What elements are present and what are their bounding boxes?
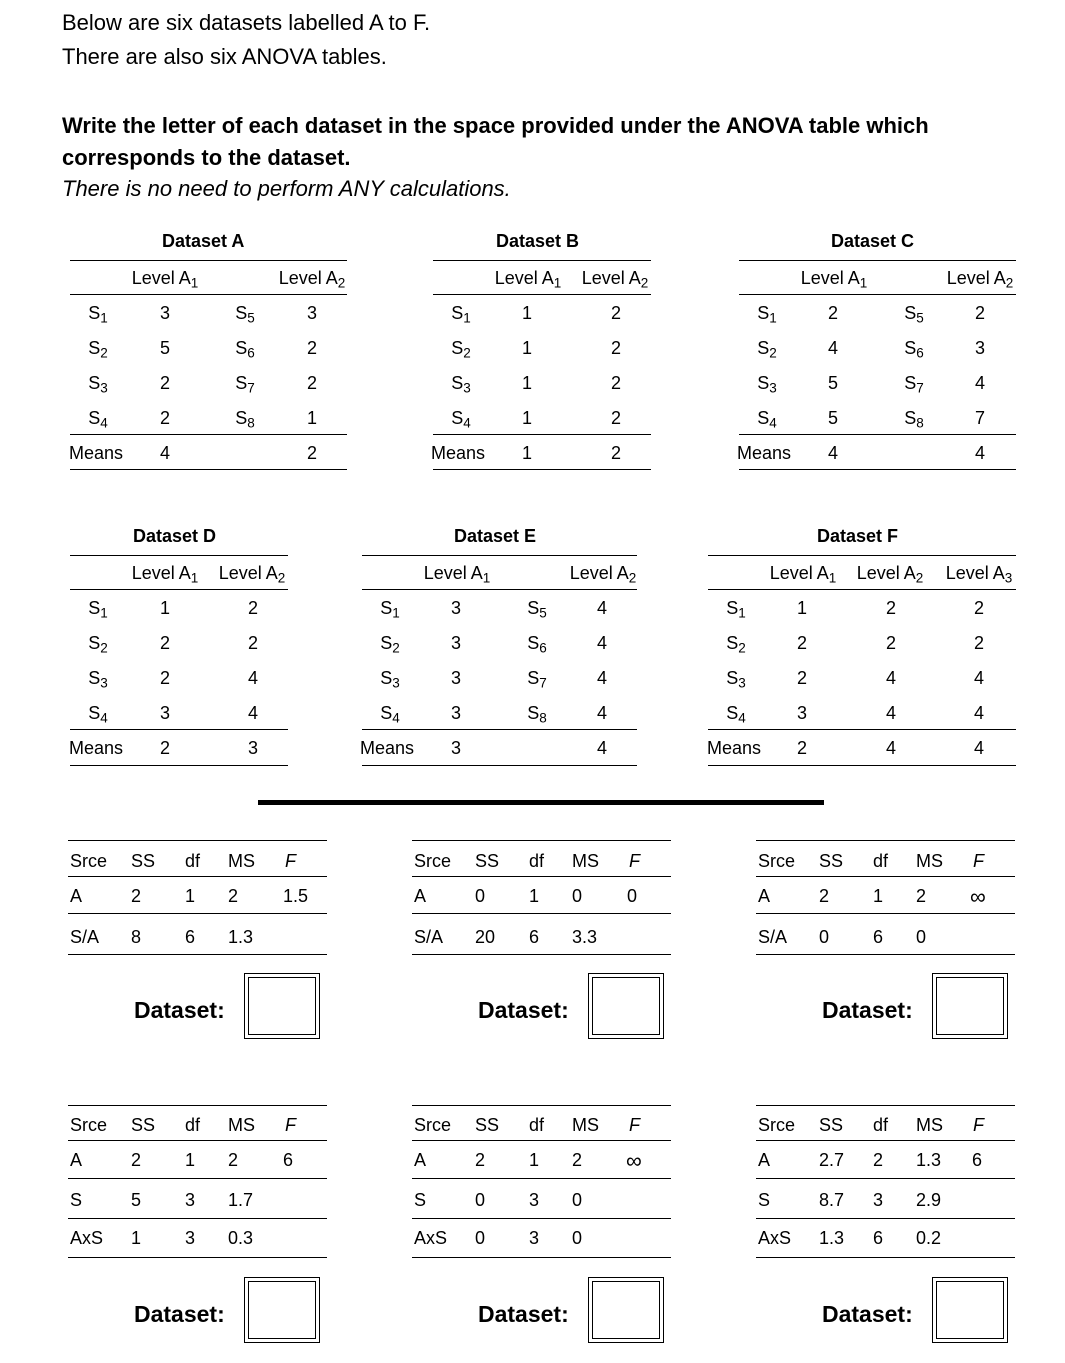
header-ss: SS <box>475 1115 500 1135</box>
header-f: F <box>285 1115 296 1135</box>
rule <box>756 1178 1015 1179</box>
cell-value: 2 <box>610 408 622 428</box>
subject-label: $S_1$ <box>451 303 471 326</box>
column-header: Level $A_2$ <box>581 268 649 291</box>
note-text: There is no need to perform ANY calculations. <box>62 176 511 201</box>
f-cell: 1.5 <box>283 886 309 906</box>
ss-cell: 20 <box>475 927 496 947</box>
column-header: Level $A_1$ <box>800 268 868 291</box>
rule <box>362 729 637 730</box>
rule <box>412 1105 671 1106</box>
ms-cell: 2 <box>228 886 239 906</box>
cell-value: 2 <box>306 373 318 393</box>
cell-value: 2 <box>885 633 897 653</box>
mean-value: 4 <box>973 738 985 758</box>
header-f: F <box>973 851 984 871</box>
f-cell: 6 <box>972 1150 983 1170</box>
header-srce: Srce <box>414 851 452 871</box>
df-cell: 1 <box>873 886 884 906</box>
header-srce: Srce <box>758 1115 796 1135</box>
mean-value: 4 <box>974 443 986 463</box>
ms-cell: 3.3 <box>572 927 598 947</box>
header-srce: Srce <box>70 851 108 871</box>
header-ss: SS <box>131 1115 156 1135</box>
rule <box>68 1218 327 1219</box>
dataset-answer-box[interactable] <box>588 1277 664 1343</box>
cell-value: 1 <box>521 303 533 323</box>
dataset-answer-label: Dataset: <box>134 1301 225 1327</box>
df-cell: 6 <box>873 927 884 947</box>
f-cell: ∞ <box>970 884 986 909</box>
rule <box>70 589 288 590</box>
rule <box>68 840 327 841</box>
cell-value: 4 <box>596 668 608 688</box>
header-f: F <box>629 851 640 871</box>
mean-value: 2 <box>610 443 622 463</box>
df-cell: 3 <box>185 1190 196 1210</box>
source-cell: A <box>758 886 771 906</box>
df-cell: 6 <box>529 927 540 947</box>
cell-value: 3 <box>974 338 986 358</box>
ms-cell: 0 <box>916 927 927 947</box>
rule <box>433 260 651 261</box>
mean-value: 3 <box>247 738 259 758</box>
rule <box>739 294 1016 295</box>
cell-value: 1 <box>521 408 533 428</box>
rule <box>412 1140 671 1141</box>
subject-label: $S_1$ <box>88 303 108 326</box>
cell-value: 1 <box>521 338 533 358</box>
column-header: Level $A_1$ <box>131 268 199 291</box>
ss-cell: 0 <box>475 1190 486 1210</box>
header-f: F <box>973 1115 984 1135</box>
ms-cell: 1.7 <box>228 1190 254 1210</box>
cell-value: 5 <box>159 338 171 358</box>
header-df: df <box>873 1115 889 1135</box>
subject-label: $S_6$ <box>904 338 924 361</box>
dataset-answer-box[interactable] <box>588 973 664 1039</box>
df-cell: 6 <box>873 1228 884 1248</box>
cell-value: 3 <box>450 703 462 723</box>
mean-value: 4 <box>159 443 171 463</box>
rule <box>68 876 327 877</box>
ms-cell: 1.3 <box>916 1150 942 1170</box>
f-cell: 6 <box>283 1150 294 1170</box>
source-cell: A <box>70 886 83 906</box>
subject-label: $S_2$ <box>726 633 746 656</box>
cell-value: 3 <box>159 703 171 723</box>
subject-label: $S_4$ <box>88 408 108 431</box>
dataset-title: Dataset A <box>162 231 245 251</box>
ms-cell: 2.9 <box>916 1190 942 1210</box>
ms-cell: 2 <box>572 1150 583 1170</box>
dataset-answer-label: Dataset: <box>478 997 569 1023</box>
header-df: df <box>185 1115 201 1135</box>
column-header: Level $A_1$ <box>131 563 199 586</box>
subject-label: $S_2$ <box>451 338 471 361</box>
mean-value: 4 <box>827 443 839 463</box>
rule <box>708 589 1016 590</box>
rule <box>756 1105 1015 1106</box>
rule <box>68 1140 327 1141</box>
rule <box>362 765 637 766</box>
ss-cell: 0 <box>475 1228 486 1248</box>
cell-value: 4 <box>885 668 897 688</box>
rule <box>68 913 327 914</box>
mean-value: 2 <box>306 443 318 463</box>
ss-cell: 2 <box>131 1150 142 1170</box>
subject-label: $S_7$ <box>904 373 924 396</box>
header-ms: MS <box>916 851 943 871</box>
source-cell: AxS <box>70 1228 104 1248</box>
rule <box>68 1257 327 1258</box>
means-label: Means <box>737 443 792 463</box>
cell-value: 2 <box>159 633 171 653</box>
subject-label: $S_7$ <box>527 668 547 691</box>
mean-value: 4 <box>885 738 897 758</box>
rule <box>362 589 637 590</box>
cell-value: 5 <box>827 373 839 393</box>
rule <box>70 260 347 261</box>
subject-label: $S_6$ <box>527 633 547 656</box>
means-label: Means <box>69 443 124 463</box>
mean-value: 4 <box>596 738 608 758</box>
subject-label: $S_3$ <box>451 373 471 396</box>
ss-cell: 0 <box>819 927 830 947</box>
cell-value: 2 <box>796 633 808 653</box>
source-cell: S <box>758 1190 771 1210</box>
cell-value: 4 <box>974 373 986 393</box>
df-cell: 3 <box>529 1228 540 1248</box>
subject-label: $S_4$ <box>726 703 746 726</box>
dataset-title: Dataset B <box>496 231 580 251</box>
header-df: df <box>529 851 545 871</box>
subject-label: $S_1$ <box>726 598 746 621</box>
ms-cell: 1.3 <box>228 927 254 947</box>
subject-label: $S_3$ <box>380 668 400 691</box>
dataset-title: Dataset F <box>817 526 899 546</box>
header-ms: MS <box>572 1115 599 1135</box>
subject-label: $S_4$ <box>451 408 471 431</box>
rule <box>756 1218 1015 1219</box>
subject-label: $S_3$ <box>726 668 746 691</box>
header-ms: MS <box>228 1115 255 1135</box>
ss-cell: 1 <box>131 1228 142 1248</box>
ss-cell: 8.7 <box>819 1190 845 1210</box>
rule <box>412 1178 671 1179</box>
cell-value: 1 <box>159 598 171 618</box>
cell-value: 3 <box>306 303 318 323</box>
cell-value: 2 <box>885 598 897 618</box>
header-df: df <box>529 1115 545 1135</box>
source-cell: AxS <box>414 1228 448 1248</box>
ms-cell: 2 <box>228 1150 239 1170</box>
rule <box>708 729 1016 730</box>
rule <box>412 876 671 877</box>
subject-label: $S_4$ <box>757 408 777 431</box>
means-label: Means <box>431 443 486 463</box>
cell-value: 4 <box>973 668 985 688</box>
cell-value: 2 <box>247 633 259 653</box>
cell-value: 2 <box>796 668 808 688</box>
source-cell: S <box>414 1190 427 1210</box>
df-cell: 3 <box>873 1190 884 1210</box>
source-cell: A <box>70 1150 83 1170</box>
cell-value: 2 <box>827 303 839 323</box>
df-cell: 2 <box>873 1150 884 1170</box>
source-cell: AxS <box>758 1228 792 1248</box>
subject-label: $S_1$ <box>88 598 108 621</box>
subject-label: $S_4$ <box>380 703 400 726</box>
cell-value: 2 <box>610 303 622 323</box>
rule <box>756 1257 1015 1258</box>
ms-cell: 0 <box>572 1228 583 1248</box>
instruction-text: Write the letter of each dataset in the space provided under the ANOVA table which corresponds to the dataset. <box>62 113 929 170</box>
header-ms: MS <box>228 851 255 871</box>
header-srce: Srce <box>414 1115 452 1135</box>
f-cell: ∞ <box>626 1148 642 1173</box>
column-header: Level $A_2$ <box>856 563 924 586</box>
rule <box>68 1105 327 1106</box>
rule <box>70 434 347 435</box>
dataset-answer-box[interactable] <box>932 973 1008 1039</box>
rule <box>412 913 671 914</box>
cell-value: 4 <box>247 703 259 723</box>
rule <box>756 876 1015 877</box>
df-cell: 1 <box>185 1150 196 1170</box>
subject-label: $S_8$ <box>527 703 547 726</box>
header-ms: MS <box>572 851 599 871</box>
cell-value: 3 <box>450 598 462 618</box>
df-cell: 6 <box>185 927 196 947</box>
subject-label: $S_3$ <box>757 373 777 396</box>
ss-cell: 2.7 <box>819 1150 845 1170</box>
header-srce: Srce <box>70 1115 108 1135</box>
dataset-title: Dataset C <box>831 231 915 251</box>
cell-value: 3 <box>159 303 171 323</box>
header-ss: SS <box>475 851 500 871</box>
ms-cell: 0 <box>572 886 583 906</box>
dataset-answer-label: Dataset: <box>134 997 225 1023</box>
ss-cell: 2 <box>131 886 142 906</box>
header-ss: SS <box>131 851 156 871</box>
cell-value: 4 <box>596 703 608 723</box>
ss-cell: 5 <box>131 1190 142 1210</box>
mean-value: 1 <box>521 443 533 463</box>
subject-label: $S_5$ <box>904 303 924 326</box>
ms-cell: 0.2 <box>916 1228 942 1248</box>
source-cell: S/A <box>758 927 788 947</box>
cell-value: 2 <box>306 338 318 358</box>
cell-value: 4 <box>973 703 985 723</box>
header-f: F <box>629 1115 640 1135</box>
subject-label: $S_3$ <box>88 373 108 396</box>
subject-label: $S_8$ <box>904 408 924 431</box>
ss-cell: 0 <box>475 886 486 906</box>
dataset-title: Dataset E <box>454 526 537 546</box>
subject-label: $S_2$ <box>380 633 400 656</box>
source-cell: A <box>414 1150 427 1170</box>
cell-value: 5 <box>827 408 839 428</box>
ss-cell: 8 <box>131 927 142 947</box>
subject-label: $S_1$ <box>380 598 400 621</box>
rule <box>739 260 1016 261</box>
dataset-answer-label: Dataset: <box>822 1301 913 1327</box>
cell-value: 2 <box>247 598 259 618</box>
rule <box>756 1140 1015 1141</box>
rule <box>412 1218 671 1219</box>
cell-value: 3 <box>450 633 462 653</box>
rule <box>70 729 288 730</box>
subject-label: $S_4$ <box>88 703 108 726</box>
df-cell: 3 <box>185 1228 196 1248</box>
rule <box>70 294 347 295</box>
header-ss: SS <box>819 1115 844 1135</box>
header-ms: MS <box>916 1115 943 1135</box>
cell-value: 2 <box>159 408 171 428</box>
cell-value: 4 <box>885 703 897 723</box>
means-label: Means <box>69 738 124 758</box>
subject-label: $S_2$ <box>88 633 108 656</box>
header-df: df <box>185 851 201 871</box>
header-f: F <box>285 851 296 871</box>
rule <box>412 1257 671 1258</box>
source-cell: A <box>414 886 427 906</box>
subject-label: $S_1$ <box>757 303 777 326</box>
rule <box>756 913 1015 914</box>
mean-value: 2 <box>796 738 808 758</box>
ss-cell: 2 <box>819 886 830 906</box>
rule <box>739 434 1016 435</box>
dataset-title: Dataset D <box>133 526 217 546</box>
subject-label: $S_3$ <box>88 668 108 691</box>
source-cell: S/A <box>414 927 444 947</box>
df-cell: 1 <box>185 886 196 906</box>
rule <box>68 1178 327 1179</box>
intro-line-1: Below are six datasets labelled A to F. <box>62 10 431 35</box>
cell-value: 4 <box>247 668 259 688</box>
cell-value: 2 <box>973 633 985 653</box>
rule <box>739 469 1016 470</box>
rule <box>433 294 651 295</box>
cell-value: 4 <box>596 598 608 618</box>
ms-cell: 2 <box>916 886 927 906</box>
rule <box>708 765 1016 766</box>
rule <box>68 954 327 955</box>
subject-label: $S_5$ <box>527 598 547 621</box>
cell-value: 4 <box>596 633 608 653</box>
cell-value: 4 <box>827 338 839 358</box>
rule <box>756 954 1015 955</box>
source-cell: S <box>70 1190 83 1210</box>
source-cell: A <box>758 1150 771 1170</box>
mean-value: 2 <box>159 738 171 758</box>
rule <box>362 555 637 556</box>
rule <box>70 469 347 470</box>
source-cell: S/A <box>70 927 100 947</box>
rule <box>70 555 288 556</box>
cell-value: 2 <box>159 668 171 688</box>
dataset-answer-box[interactable] <box>244 973 320 1039</box>
cell-value: 1 <box>521 373 533 393</box>
column-header: Level $A_2$ <box>218 563 286 586</box>
cell-value: 2 <box>610 373 622 393</box>
header-ss: SS <box>819 851 844 871</box>
column-header: Level $A_2$ <box>946 268 1014 291</box>
subject-label: $S_6$ <box>235 338 255 361</box>
cell-value: 3 <box>796 703 808 723</box>
rule <box>756 840 1015 841</box>
header-df: df <box>873 851 889 871</box>
rule <box>708 555 1016 556</box>
df-cell: 1 <box>529 1150 540 1170</box>
cell-value: 2 <box>610 338 622 358</box>
means-label: Means <box>360 738 415 758</box>
subject-label: $S_8$ <box>235 408 255 431</box>
cell-value: 2 <box>973 598 985 618</box>
ms-cell: 0.3 <box>228 1228 254 1248</box>
rule <box>412 840 671 841</box>
subject-label: $S_2$ <box>757 338 777 361</box>
cell-value: 1 <box>306 408 318 428</box>
ms-cell: 0 <box>572 1190 583 1210</box>
column-header: Level $A_3$ <box>945 563 1013 586</box>
header-srce: Srce <box>758 851 796 871</box>
mean-value: 3 <box>450 738 462 758</box>
means-label: Means <box>707 738 762 758</box>
cell-value: 3 <box>450 668 462 688</box>
column-header: Level $A_1$ <box>494 268 562 291</box>
df-cell: 3 <box>529 1190 540 1210</box>
f-cell: 0 <box>627 886 638 906</box>
dataset-answer-label: Dataset: <box>478 1301 569 1327</box>
intro-line-2: There are also six ANOVA tables. <box>62 44 387 69</box>
column-header: Level $A_2$ <box>278 268 346 291</box>
section-divider <box>258 800 824 805</box>
rule <box>412 954 671 955</box>
dataset-answer-box[interactable] <box>932 1277 1008 1343</box>
cell-value: 7 <box>974 408 986 428</box>
column-header: Level $A_1$ <box>769 563 837 586</box>
dataset-answer-label: Dataset: <box>822 997 913 1023</box>
rule <box>433 434 651 435</box>
subject-label: $S_5$ <box>235 303 255 326</box>
subject-label: $S_2$ <box>88 338 108 361</box>
rule <box>70 765 288 766</box>
cell-value: 1 <box>796 598 808 618</box>
cell-value: 2 <box>159 373 171 393</box>
ss-cell: 2 <box>475 1150 486 1170</box>
column-header: Level $A_1$ <box>423 563 491 586</box>
df-cell: 1 <box>529 886 540 906</box>
subject-label: $S_7$ <box>235 373 255 396</box>
rule <box>433 469 651 470</box>
column-header: Level $A_2$ <box>569 563 637 586</box>
dataset-answer-box[interactable] <box>244 1277 320 1343</box>
cell-value: 2 <box>974 303 986 323</box>
ss-cell: 1.3 <box>819 1228 845 1248</box>
